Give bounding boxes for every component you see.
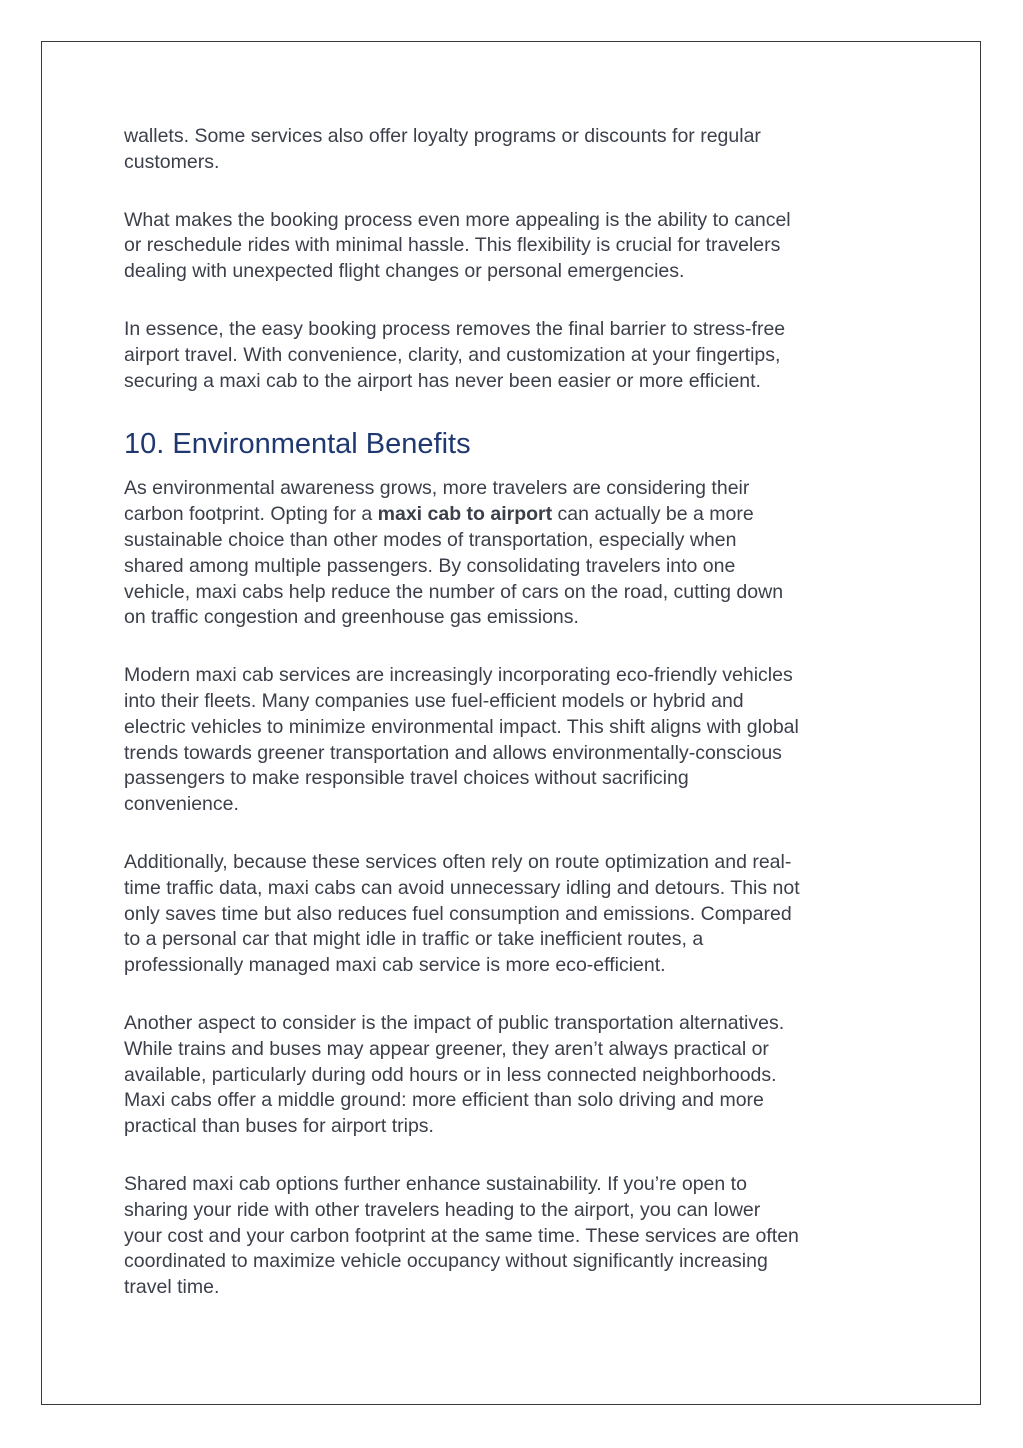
keyword-maxi-cab-to-airport: maxi cab to airport [377, 503, 553, 526]
paragraph-public-transport: Another aspect to consider is the impact of public transportation alternatives. While trains and buses may appear greener, they aren’t always practical or available, particularly during odd hours or in less connected neighborhoods. Maxi cabs offer a middle ground: more efficient than solo driving and more practical than buses for airport trips. [124, 1011, 785, 1138]
section-heading: 10. Environmental Benefits [124, 428, 471, 461]
document-body [124, 124, 909, 1301]
paragraph-booking-summary: In essence, the easy booking process removes the final barrier to stress-free airport travel. With convenience, clarity, and customization at your fingertips, securing a maxi cab to the airport has never been easier or more efficient. [124, 317, 786, 392]
paragraph-shared-rides: Shared maxi cab options further enhance sustainability. If you’re open to sharing your ride with other travelers heading to the airport, you can lower your cost and your carbon footprint at the same time. These services are often coordinated to maximize vehicle occupancy without significantly increasing travel time. [124, 1172, 799, 1299]
paragraph-environmental-intro [124, 476, 909, 631]
intro-text-end: can actually be a more sustainable choice than other modes of transportation, especially when shared among multiple passengers. By consolidating travelers into one vehicle, maxi cabs help reduce the number of cars on the road, cutting down on traffic congestion and greenhouse gas emissions. [124, 503, 784, 629]
paragraph-route-optimization: Additionally, because these services often rely on route optimization and real- time traffic data, maxi cabs can avoid unnecessary idling and detours. This not only saves time but also reduces fuel consumption and emissions. Compared to a personal car that might idle in traffic or take inefficient routes, a professionally managed maxi cab service is more eco-efficient. [124, 850, 800, 977]
paragraph-cancel-reschedule: What makes the booking process even more appealing is the ability to cancel or reschedule rides with minimal hassle. This flexibility is crucial for travelers dealing with unexpected flight changes or personal emergencies. [124, 208, 791, 283]
paragraph-eco-friendly-fleets: Modern maxi cab services are increasingly incorporating eco-friendly vehicles into their fleets. Many companies use fuel-efficient models or hybrid and electric vehicles to minimize environmental impact. This shift aligns with global trends towards greener transportation and allows environmentally-conscious passengers to make responsible travel choices without sacrificing convenience. [124, 664, 799, 816]
intro-text-start: As environmental awareness grows, more travelers are considering their carbon footprint. Opting for a [124, 477, 750, 526]
paragraph-wallets: wallets. Some services also offer loyalty programs or discounts for regular customers. [124, 125, 761, 173]
